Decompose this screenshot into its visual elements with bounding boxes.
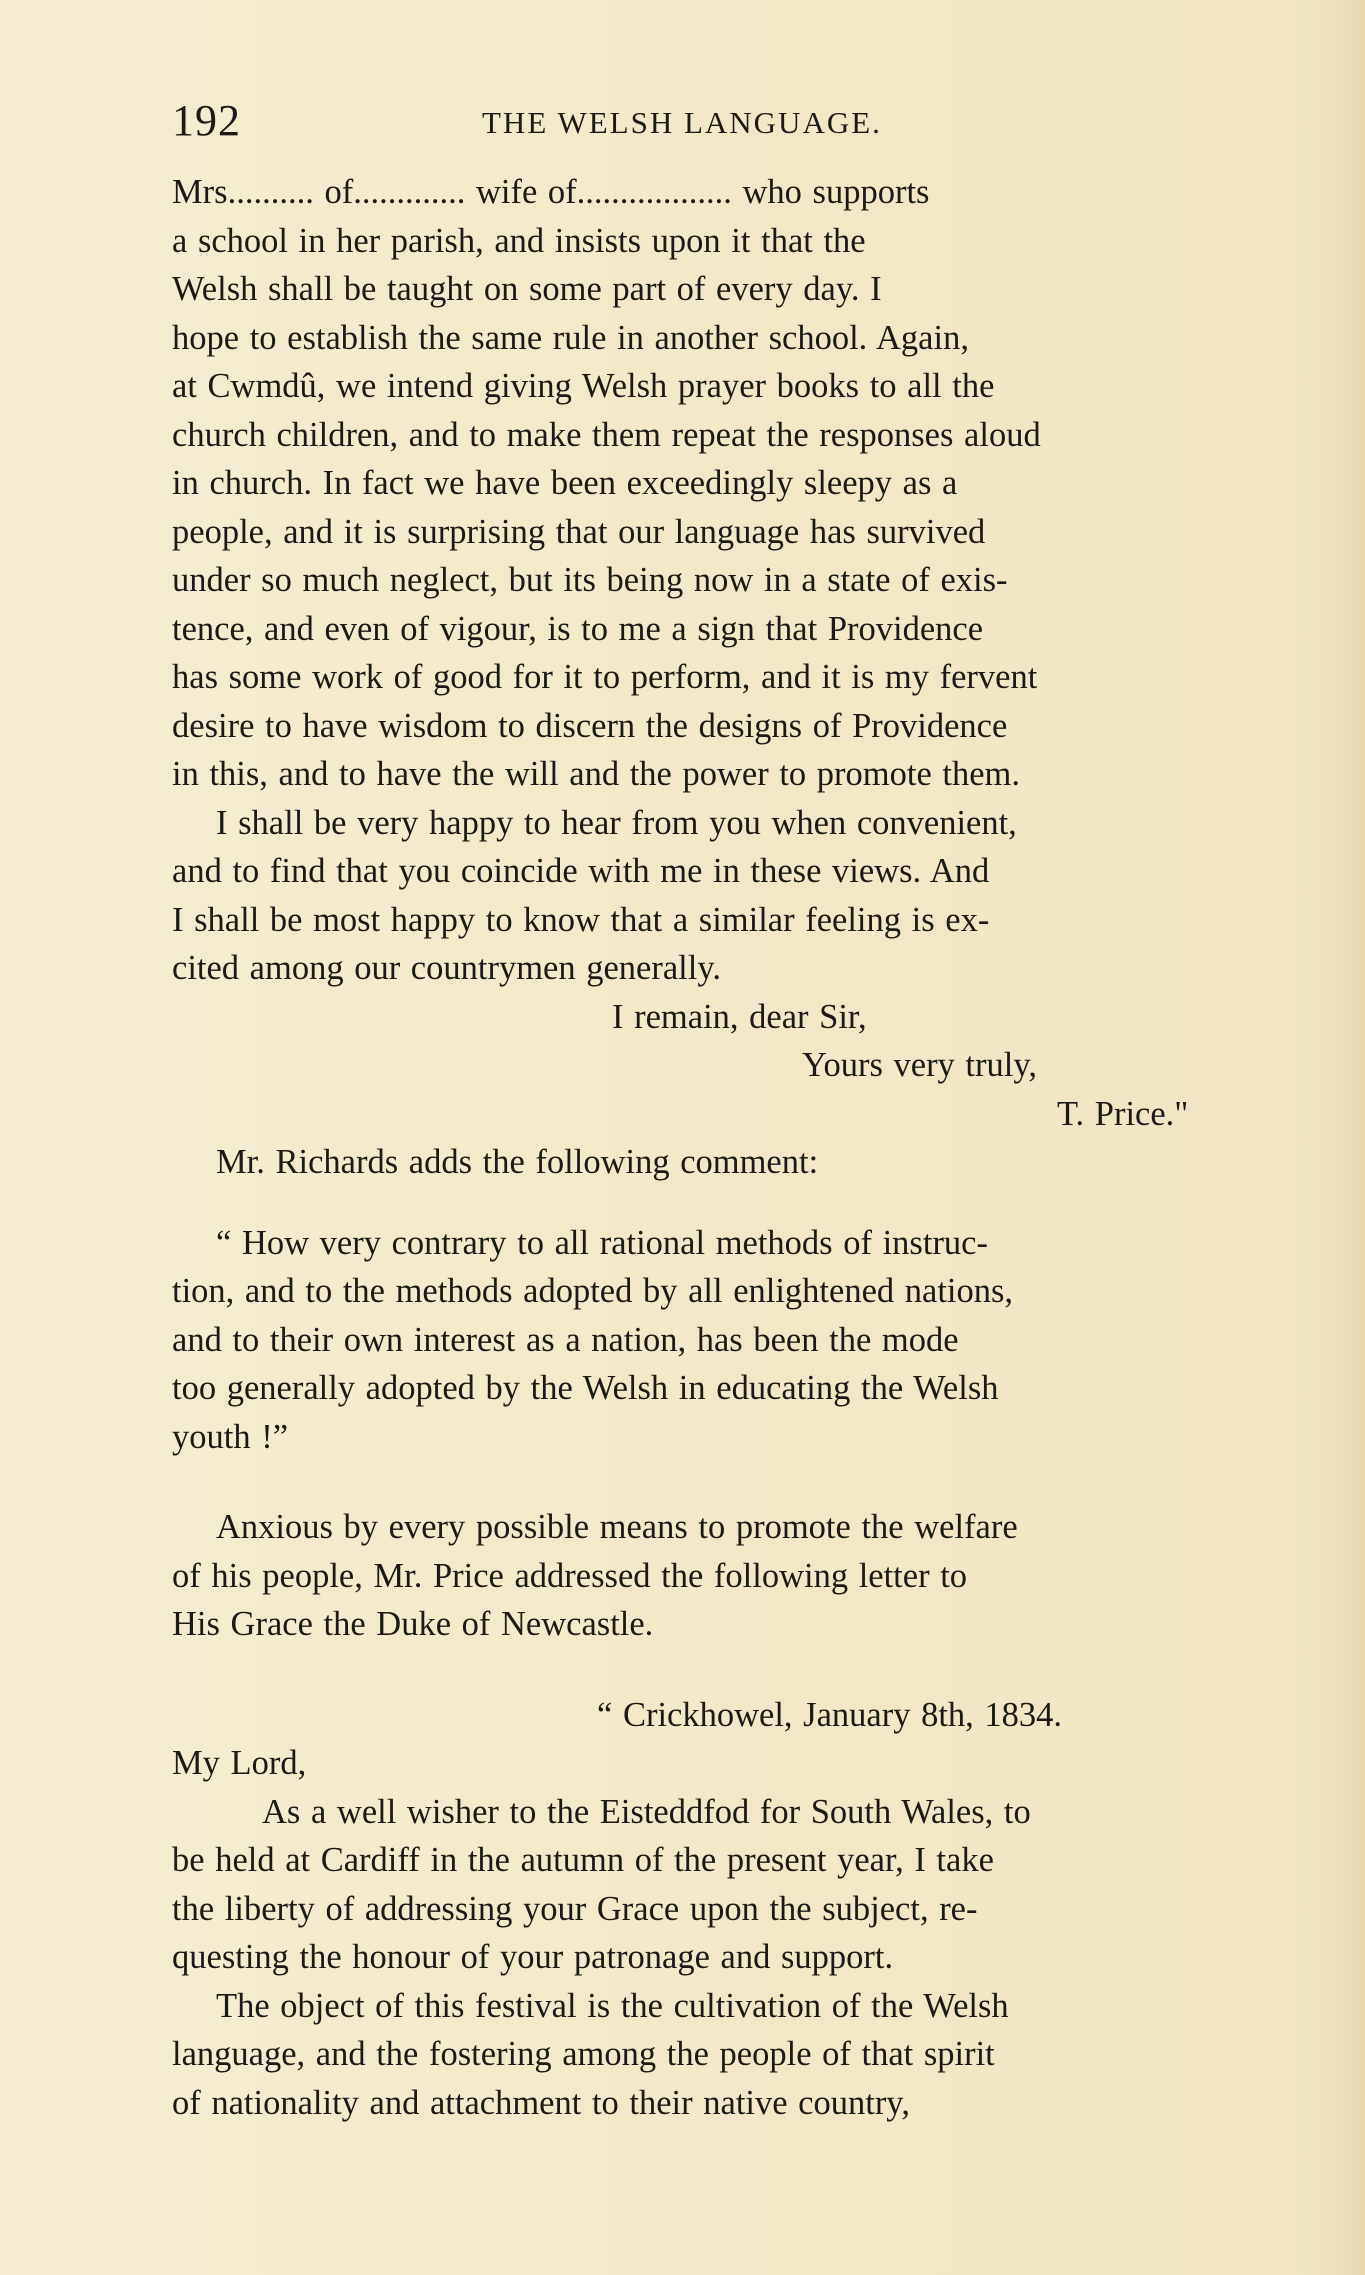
text-line: As a well wisher to the Eisteddfod for South Wales, to [262,1792,1031,1831]
text-line: Mrs.......... of............. wife of.................. who supports [172,173,930,211]
text-line: church children, and to make them repeat the responses aloud [172,415,1041,454]
letter-closing: Yours very truly, [802,1046,1037,1084]
text-line: hope to establish the same rule in another school. Again, [172,318,969,357]
spacer [172,1461,1252,1503]
page-edge-shadow [1317,0,1365,2275]
text-line: The object of this festival is the cultivation of the Welsh [216,1986,1009,2025]
quote-line: “ How very contrary to all rational methods of instruc- [216,1223,988,1262]
letter-salutation: My Lord, [172,1744,307,1782]
letter-closing: I remain, dear Sir, [612,997,867,1036]
quote-line: tion, and to the methods adopted by all enlightened nations, [172,1272,1014,1310]
text-line: questing the honour of your patronage and support. [172,1938,894,1976]
spacer [172,1187,1252,1219]
quote-line: too generally adopted by the Welsh in educating the Welsh [172,1369,999,1407]
text-line: I shall be most happy to know that a similar feeling is ex- [172,900,990,939]
text-line: at Cwmdû, we intend giving Welsh prayer books to all the [172,367,995,405]
text-line: under so much neglect, but its being now in a state of exis- [172,561,1008,599]
page-header [172,95,1252,155]
text-line: I shall be very happy to hear from you when convenient, [216,803,1017,842]
quote-line: youth !” [172,1417,289,1456]
text-line: of his people, Mr. Price addressed the following letter to [172,1556,968,1595]
quote-line: and to their own interest as a nation, has been the mode [172,1320,959,1359]
text-line: in this, and to have the will and the power to promote them. [172,755,1020,793]
text-line: language, and the fostering among the people of that spirit [172,2035,995,2073]
text-line: of nationality and attachment to their native country, [172,2083,910,2122]
text-line: and to find that you coincide with me in these views. And [172,852,990,890]
text-line: has some work of good for it to perform, and it is my fervent [172,658,1038,696]
text-line: Mr. Richards adds the following comment: [216,1143,819,1181]
spacer [172,1649,1252,1691]
page-number: 192 [172,96,241,145]
text-line: be held at Cardiff in the autumn of the present year, I take [172,1841,994,1879]
text-line: Anxious by every possible means to promote the welfare [216,1508,1018,1546]
body-text [172,168,1252,2127]
text-line: Welsh shall be taught on some part of every day. I [172,270,882,308]
running-head: THE WELSH LANGUAGE. [482,105,882,140]
text-line: people, and it is surprising that our language has survived [172,512,986,551]
text-line: His Grace the Duke of Newcastle. [172,1605,654,1643]
text-line: in church. In fact we have been exceedingly sleepy as a [172,464,958,502]
letter-dateline: “ Crickhowel, January 8th, 1834. [597,1695,1063,1734]
text-line: cited among our countrymen generally. [172,949,721,987]
text-line: the liberty of addressing your Grace upon the subject, re- [172,1889,978,1928]
text-line: a school in her parish, and insists upon it that the [172,221,866,260]
text-line: tence, and even of vigour, is to me a sign that Providence [172,609,984,648]
letter-signature: T. Price." [1057,1094,1189,1133]
text-line: desire to have wisdom to discern the designs of Providence [172,706,1008,745]
